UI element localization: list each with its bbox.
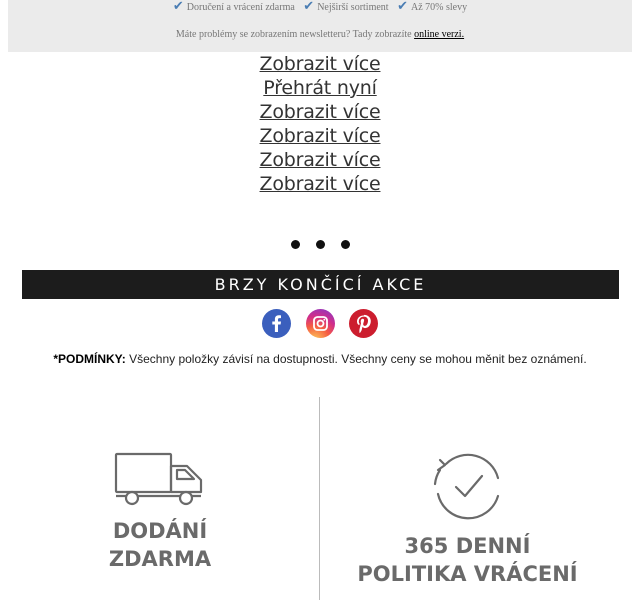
return-policy-feature: [335, 532, 600, 588]
check-icon: ✔: [303, 0, 315, 13]
feature-line: POLITIKA VRÁCENÍ: [357, 562, 578, 586]
free-delivery-feature: [60, 517, 260, 573]
ellipsis-dots: [0, 236, 640, 254]
show-more-link[interactable]: Zobrazit více: [259, 125, 381, 147]
usp-item: [303, 2, 388, 13]
show-more-link[interactable]: Zobrazit více: [259, 53, 381, 75]
terms-label: *PODMÍNKY:: [53, 352, 126, 366]
usp-item: [173, 2, 295, 13]
divider: [319, 397, 320, 600]
usp-label: Nejširší sortiment: [317, 2, 389, 13]
play-now-link[interactable]: Přehrát nyní: [263, 77, 377, 99]
usp-list: [8, 0, 632, 14]
show-more-link[interactable]: Zobrazit více: [259, 101, 381, 123]
newsletter-trouble-notice: [8, 29, 632, 40]
dot: [291, 240, 300, 249]
usp-label: Doručení a vrácení zdarma: [186, 2, 295, 13]
show-more-link[interactable]: Zobrazit více: [259, 149, 381, 171]
trouble-text: Máte problémy se zobrazením newsletteru? Tady zobrazíte: [175, 29, 412, 40]
dot: [316, 240, 325, 249]
link-list: [0, 52, 640, 196]
terms-notice: [0, 352, 640, 366]
dot: [341, 240, 350, 249]
facebook-icon[interactable]: [262, 309, 291, 338]
top-bar: [8, 0, 632, 52]
feature-line: 365 DENNÍ: [404, 534, 531, 558]
terms-text: Všechny položky závisí na dostupnosti. Všechny ceny se mohou měnit bez oznámení.: [125, 352, 587, 366]
usp-label: Až 70% slevy: [411, 2, 468, 13]
truck-icon: [113, 452, 207, 513]
show-more-link[interactable]: Zobrazit více: [259, 173, 381, 195]
feature-line: DODÁNÍ: [112, 519, 208, 543]
social-icons: [0, 309, 640, 338]
check-icon: ✔: [397, 0, 408, 13]
online-version-link[interactable]: online verzi.: [414, 29, 465, 40]
pinterest-icon[interactable]: [349, 309, 378, 338]
ending-soon-banner[interactable]: BRZY KONČÍCÍ AKCE: [22, 270, 619, 299]
usp-item: [397, 2, 467, 13]
feature-line: ZDARMA: [108, 547, 212, 571]
return-cycle-icon: [430, 450, 506, 529]
instagram-icon[interactable]: [306, 309, 335, 338]
check-icon: ✔: [172, 0, 184, 13]
